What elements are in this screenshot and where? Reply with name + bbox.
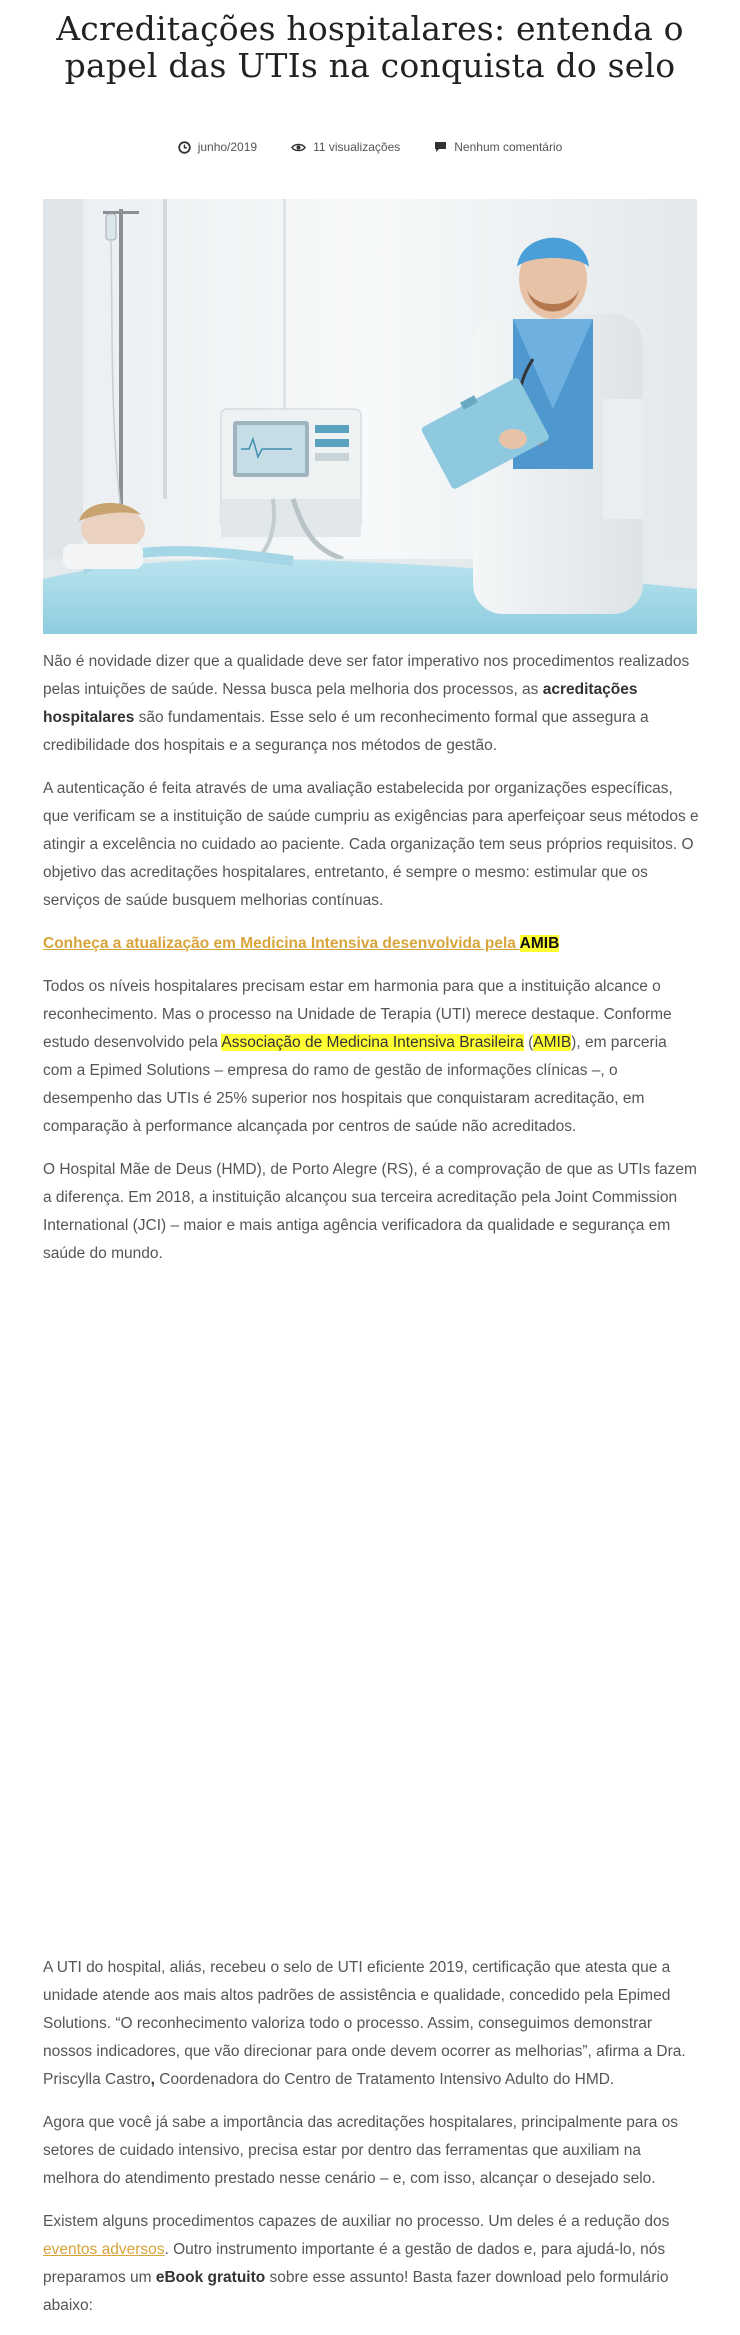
hero-image xyxy=(43,199,697,634)
amib-acronym-highlight: AMIB xyxy=(533,1034,572,1051)
p1-text-b: são fundamentais. Esse selo é um reconhecimento formal que assegura a credibilidade dos hospitais e a segurança nos métodos de gestão. xyxy=(43,709,649,754)
post-comments-text: Nenhum comentário xyxy=(454,140,563,154)
post-views xyxy=(291,140,400,154)
p1-bold: acreditações hospitalares xyxy=(43,681,638,726)
paragraph-authentication: A autenticação é feita através de uma avaliação estabelecida por organizações específicas, que verificam se a instituição de saúde cumpriu as exigências para aperfeiçoar seus métodos e atingir a excelência no cuidado ao paciente. Cada organização tem seus próprios requisitos. O objetivo das acreditações hospitalares, entretanto, é sempre o mesmo: estimular que os serviços de saúde busquem melhorias contínuas. xyxy=(43,780,699,909)
ebook-bold: eBook gratuito xyxy=(155,2269,266,2286)
post-comments[interactable] xyxy=(434,140,562,154)
title-line-2: papel das UTIs na conquista do selo xyxy=(64,46,676,85)
eye-icon xyxy=(291,142,306,153)
paragraph-procedures xyxy=(43,2208,699,2320)
clock-icon xyxy=(178,141,191,154)
amib-cta-link[interactable]: Conheça a atualização em Medicina Intensiva desenvolvida pela xyxy=(43,935,520,952)
p3-text-a: Todos os níveis hospitalares precisam estar em harmonia para que a instituição alcance o reconhecimento. Mas o processo na Unidade de Terapia (UTI) merece destaque. Conforme estudo desenvolvido pela xyxy=(43,978,672,1051)
p3-text-b: ( xyxy=(523,1034,534,1051)
post-date-text: junho/2019 xyxy=(197,140,258,154)
page-title xyxy=(0,0,740,84)
amib-name-highlight: Associação de Medicina Intensiva Brasileira xyxy=(221,1034,524,1051)
p5-text-b: Coordenadora do Centro de Tratamento Intensivo Adulto do HMD. xyxy=(154,2071,615,2088)
embed-placeholder xyxy=(43,1270,699,1930)
paragraph-uti-seal xyxy=(43,1954,699,2094)
p7-text-b: . Outro instrumento importante é a gestão de dados e, para ajudá-lo, nós preparamos um xyxy=(43,2241,666,2286)
cta-paragraph xyxy=(43,930,699,958)
p3-text-c: ), em parceria com a Epimed Solutions – empresa do ramo de gestão de informações clínicas –, o desempenho das UTIs é 25% superior nos hospitais que conquistaram acreditação, em comparação à performance alcançada por centros de saúde não acreditados. xyxy=(43,1034,667,1135)
adverse-events-link[interactable]: eventos adversos xyxy=(43,2241,165,2258)
comment-icon xyxy=(434,141,447,153)
paragraph-intro xyxy=(43,648,699,760)
post-date xyxy=(178,140,257,154)
article-body xyxy=(43,648,699,1283)
p5-text-a: A UTI do hospital, aliás, recebeu o selo de UTI eficiente 2019, certificação que atesta que a unidade atende aos mais altos padrões de assistência e qualidade, concedido pela Epimed Solutions. “O reconhecimento valoriza todo o processo. Assim, conseguimos demonstrar nossos indicadores, que vão direcionar para onde devem ocorrer as melhorias”, afirma a Dra. Priscylla Castro xyxy=(43,1959,686,2088)
p7-text-c: sobre esse assunto! Basta fazer download pelo formulário abaixo: xyxy=(43,2269,669,2314)
paragraph-hmd: O Hospital Mãe de Deus (HMD), de Porto Alegre (RS), é a comprovação de que as UTIs fazem a diferença. Em 2018, a instituição alcançou sua terceira acreditação pela Joint Commission International (JCI) – maior e mais antiga agência verificadora da qualidade e segurança em saúde do mundo. xyxy=(43,1161,697,1262)
article-body-continued xyxy=(43,1954,699,2335)
amib-cta-highlight[interactable]: AMIB xyxy=(519,935,560,952)
title-line-1: Acreditações hospitalares: entenda o xyxy=(56,9,684,48)
p5-comma: , xyxy=(150,2071,155,2088)
paragraph-importance: Agora que você já sabe a importância das acreditações hospitalares, principalmente para os setores de cuidado intensivo, precisa estar por dentro das ferramentas que auxiliam na melhora do atendimento prestado nesse cenário – e, com isso, alcançar o desejado selo. xyxy=(43,2114,679,2187)
p1-text-a: Não é novidade dizer que a qualidade deve ser fator imperativo nos procedimentos realizados pelas intuições de saúde. Nessa busca pela melhoria dos processos, as xyxy=(43,653,690,698)
post-meta xyxy=(0,140,740,154)
post-views-text: 11 visualizações xyxy=(313,140,401,154)
p7-text-a: Existem alguns procedimentos capazes de auxiliar no processo. Um deles é a redução dos xyxy=(43,2213,670,2230)
paragraph-levels xyxy=(43,973,699,1141)
